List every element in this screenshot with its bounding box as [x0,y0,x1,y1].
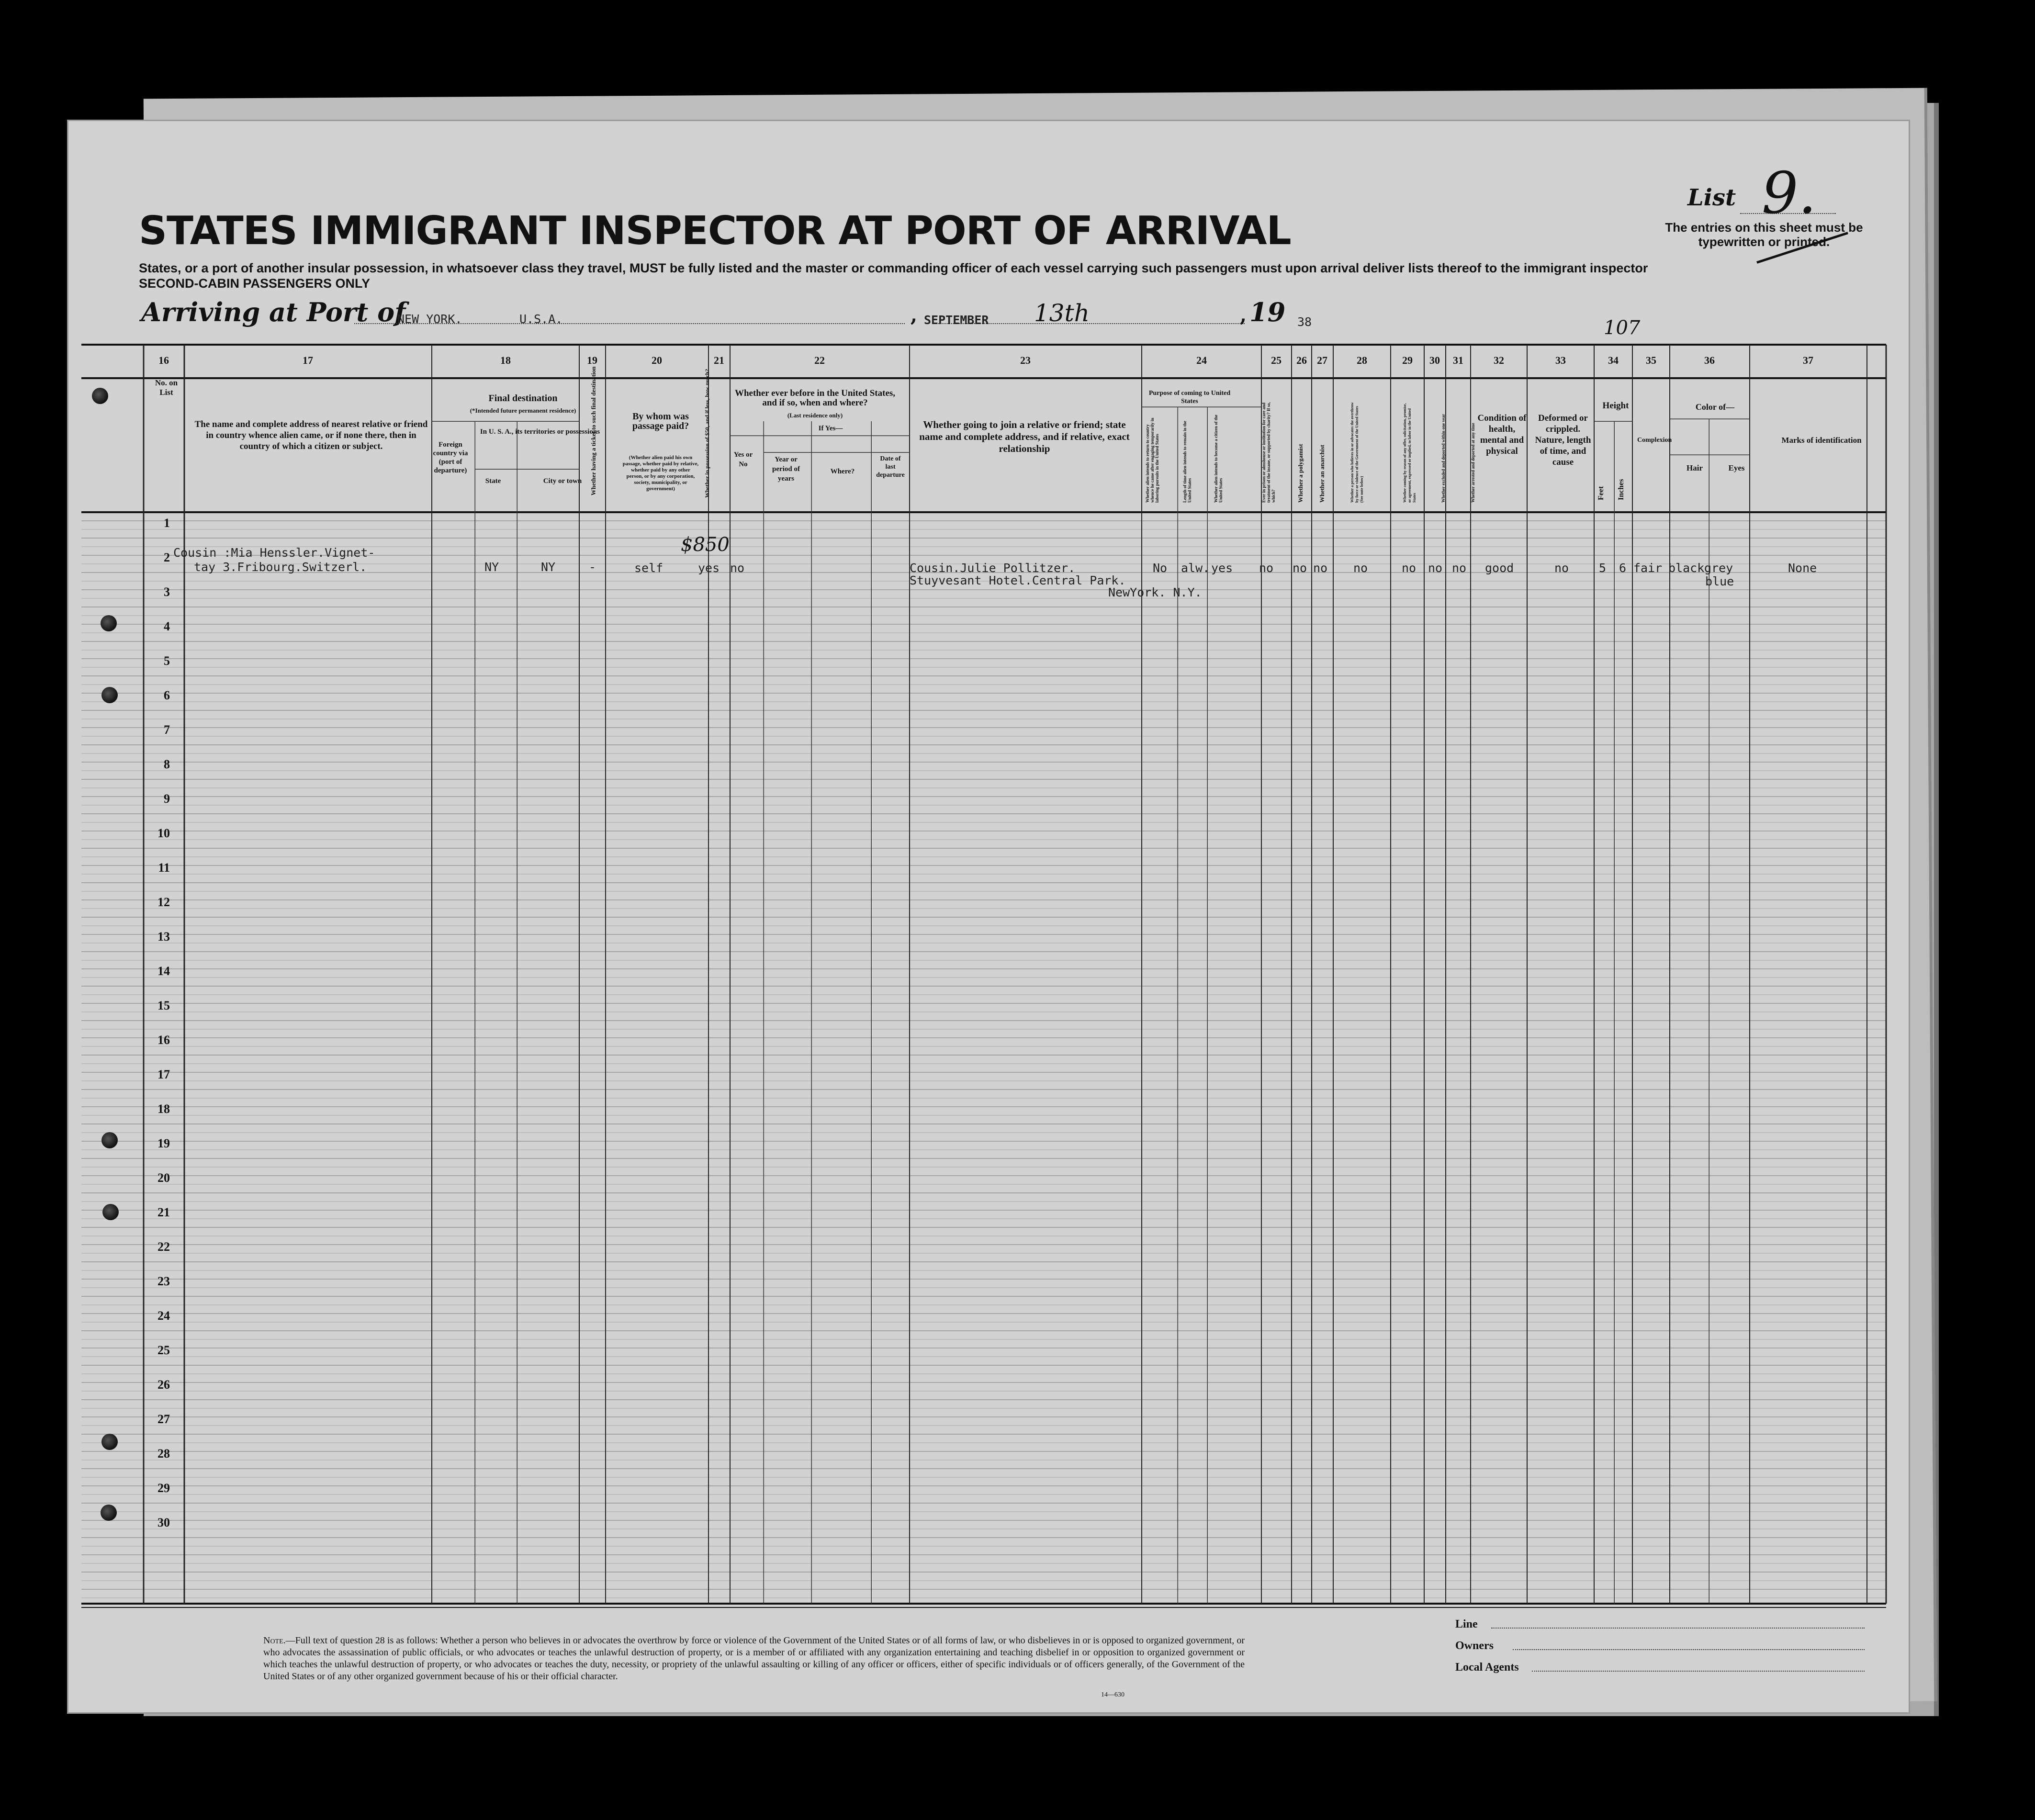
header-in-usa: In U. S. A., its territories or possessions [480,428,600,436]
row-number: 1 [164,516,170,530]
complexion-answer: fair [1633,561,1663,575]
height-inches: 6 [1619,561,1627,575]
binder-hole [102,1204,119,1220]
header-last-departure: Date of last departure [876,455,905,479]
hair-color: black [1668,561,1705,575]
row-number: 11 [158,861,170,875]
agents-label: Local Agents [1455,1661,1519,1674]
joining-line-2: Stuyvesant Hotel.Central Park. [910,573,1126,587]
column-number: 33 [1555,354,1566,366]
row-number: 6 [164,688,170,702]
header-joining-relative: Whether going to join a relative or friend; state name and complete address, and if relative, exact relationship [919,419,1130,454]
row-number: 2 [164,550,170,564]
return-intent: No [1153,561,1168,575]
row-number: 29 [157,1481,170,1495]
joining-line-3: NewYork. N.Y. [1108,585,1202,599]
note-label: Note. [263,1635,286,1646]
column-number: 23 [1020,354,1031,366]
length-of-stay: alw. [1181,561,1210,575]
column-number: 18 [500,354,511,366]
row-number: 25 [157,1343,170,1357]
header-feet: Feet [1597,486,1605,500]
header-citizen-intent: Whether alien intends to become a citizen of the United States [1214,415,1223,503]
labor-offer-answer: no [1402,561,1417,575]
excluded-answer: no [1428,561,1443,575]
arriving-label: Arriving at Port of [141,297,406,327]
citizen-intent: yes [1211,561,1233,575]
list-number: 9. [1762,160,1817,227]
header-overthrow: Whether a person who believes in or advocates the overthrow by force or violence of the Government of the United States (See note below) [1350,402,1364,503]
typewritten-notice: The entries on this sheet must be typewritten or printed. [1665,220,1863,249]
identification-marks: None [1788,561,1817,575]
column-number: 19 [587,354,597,366]
line-field [1491,1628,1865,1629]
row-number: 27 [157,1412,170,1426]
column-number: 37 [1803,354,1813,366]
row-number: 13 [157,930,170,944]
line-label: Line [1455,1618,1478,1630]
note-text: Full text of question 28 is as follows: Whether a person who believes in or advocates the overthrow by force or violence of the Government of the United States or of all forms of law, or who disbelieves in or is opposed to organized government, or who advocates the assassination of public officials, or who advocates or teaches the unlawful destruction of property, or is a member of or affiliated with any organization entertaining and teaching disbelief in or opposition to organized government or which teaches the unlawful destruction of property, or who advocates or teaches the duty, necessity, or propriety of the unlawful assaulting or killing of any officer or officers, either of specific individuals or of officers generally, of the Government of the United States or of any other organized government because of his or their official character. [263,1635,1245,1682]
question-28-note [263,1635,1245,1683]
row-number: 5 [164,654,170,668]
header-ticket: Whether having a ticket to such final destination [590,366,597,495]
year-prefix: 19 [1249,297,1286,327]
binder-hole [101,615,117,631]
column-number: 28 [1357,354,1367,366]
owners-label: Owners [1455,1640,1494,1652]
destination-state: NY [484,560,499,574]
relative-abroad-line-1: Cousin :Mia Henssler.Vignet- [173,546,375,560]
row-number: 24 [157,1309,170,1323]
column-number: 31 [1453,354,1463,366]
ever-before-in-us: no [730,561,745,575]
header-arrested: Whether arrested and deported at any time [1471,423,1475,503]
year-suffix: 38 [1297,315,1312,329]
column-number: 30 [1429,354,1440,366]
eye-color-line-1: grey [1704,561,1733,575]
cabin-class-label: SECOND-CABIN PASSENGERS ONLY [139,276,371,291]
header-year-period: Year or period of years [772,456,800,483]
row-number: 3 [164,585,170,599]
row-number: 19 [157,1136,170,1150]
header-yes-no: Yes or No [733,451,753,468]
header-foreign-country: Foreign country via (port of departure) [433,441,468,474]
arrested-answer: no [1452,561,1467,575]
health-answer: good [1485,561,1514,575]
row-number: 17 [157,1067,170,1081]
overthrow-answer: no [1353,561,1368,575]
manifest-grid [67,120,1910,1714]
comma: , [911,304,917,326]
row-number: 21 [157,1205,170,1219]
column-number: 36 [1704,354,1715,366]
eye-color-line-2: blue [1705,574,1734,588]
row-number: 9 [164,792,170,806]
row-number: 16 [157,1033,170,1047]
row-number: 7 [164,723,170,737]
ticket-value: - [589,560,596,574]
column-number: 26 [1296,354,1307,366]
port-name: NEW YORK. [397,312,462,326]
row-number: 8 [164,757,170,771]
column-number: 17 [303,354,313,366]
header-color: Color of— [1695,402,1735,412]
row-number: 23 [157,1274,170,1288]
binder-hole [101,687,118,703]
header-length-of-stay: Length of time alien intends to remain in the United States [1182,421,1192,503]
header-last-residence-note: (Last residence only) [787,412,843,419]
port-country: U.S.A. [519,312,563,326]
header-prison: Ever in prison or almshouse or institution for care and treatment of the insane, or supported by charity? If so, which? [1261,402,1276,503]
list-label: List [1687,184,1736,211]
note-dash: — [285,1635,295,1646]
owners-field [1513,1649,1865,1650]
polygamist-answer: no [1293,561,1307,575]
column-number: 35 [1646,354,1656,366]
column-number: 32 [1494,354,1504,366]
column-number: 24 [1196,354,1207,366]
joining-line-1: Cousin.Julie Pollitzer. [910,561,1076,575]
relative-abroad-line-2: tay 3.Fribourg.Switzerl. [194,560,367,574]
binder-hole [101,1434,118,1450]
prison-answer: no [1259,561,1274,575]
row-number: 26 [157,1378,170,1392]
comma-2: , [1240,304,1247,326]
form-number: 14—630 [1101,1691,1124,1698]
header-complexion: Complexion [1637,437,1672,444]
row-number: 20 [157,1171,170,1185]
form-title: STATES IMMIGRANT INSPECTOR AT PORT OF ARRIVAL [139,208,1291,254]
money-amount-handwritten: $850 [681,534,730,556]
destination-city: NY [541,560,556,574]
row-number: 18 [157,1102,170,1116]
column-number: 22 [814,354,825,366]
header-city: City or town [543,477,582,485]
column-number: 27 [1317,354,1327,366]
binder-hole [92,388,108,404]
header-height: Height [1602,401,1629,411]
row-number: 30 [157,1516,170,1529]
margin-number: 107 [1604,317,1641,339]
binder-hole [101,1505,117,1521]
column-number: 21 [714,354,724,366]
binder-hole [101,1132,118,1148]
anarchist-answer: no [1313,561,1328,575]
arrival-month: SEPTEMBER [924,313,989,327]
header-intends-return: Whether alien intends to return to country whence he came after engaging temporarily in laboring pursuits in the United States [1145,417,1159,503]
row-number: 14 [157,964,170,978]
header-deformed: Deformed or crippled. Nature, length of time, and cause [1535,413,1591,467]
row-number: 4 [164,619,170,633]
header-final-destination: Final destination [488,393,558,404]
header-health: Condition of health, mental and physical [1477,413,1527,456]
header-purpose: Purpose of coming to United States [1148,390,1231,405]
column-number: 20 [652,354,662,366]
header-state: State [485,477,501,485]
arrival-day: 13th [1034,299,1090,327]
header-list-number: No. on List [155,378,178,397]
header-if-yes: If Yes— [818,425,843,432]
column-number: 29 [1402,354,1413,366]
header-ever-before-in-us: Whether ever before in the United States, and if so, when and where? [734,388,896,408]
column-number: 16 [158,354,169,366]
header-passage-paid-note: (Whether alien paid his own passage, whether paid by relative, whether paid by any other person, or by any corporation, society, municipality, or government) [622,455,699,492]
header-final-destination-note: (*Intended future permanent residence) [470,407,576,414]
header-labor-offer: Whether coming by reason of any offer, solicitation, promise, or agreement, expressed or implied, to labor in the United States [1403,403,1417,503]
header-where: Where? [830,468,855,475]
column-number: 25 [1271,354,1282,366]
header-anarchist: Whether an anarchist [1318,445,1326,503]
header-fifty-dollars: Whether in possession of $50, and if less, how much? [704,369,710,498]
manifest-sheet [67,120,1910,1714]
height-feet: 5 [1599,561,1607,575]
row-number: 28 [157,1447,170,1460]
header-polygamist: Whether a polygamist [1297,444,1304,503]
header-excluded: Whether excluded and deported within one year [1441,414,1446,503]
row-number: 10 [157,826,170,840]
header-hair: Hair [1686,463,1703,472]
passage-paid-by: self [634,561,663,575]
deformed-answer: no [1554,561,1569,575]
row-number: 22 [157,1240,170,1254]
header-nearest-relative: The name and complete address of nearest relative or friend in country whence alien came, or if none there, then in country of which a citizen or subject. [194,419,428,451]
header-passage-paid: By whom was passage paid? [632,411,689,431]
form-instructions: States, or a port of another insular possession, in whatsoever class they travel, MUST be fully listed and the master or commanding officer of each vessel carrying such passengers must upon arrival deliver lists thereof to the immigrant inspector [139,261,1648,275]
header-identification-marks: Marks of identification [1781,436,1862,445]
money-answer: yes [698,561,720,575]
agents-field [1532,1671,1865,1672]
row-number: 12 [157,895,170,909]
row-number: 15 [157,999,170,1012]
column-number: 34 [1608,354,1619,366]
header-eyes: Eyes [1728,463,1745,472]
header-inches: Inches [1617,479,1625,500]
